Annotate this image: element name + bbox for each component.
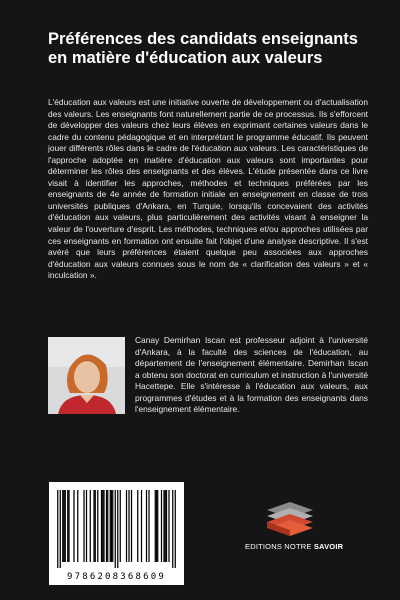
barcode-bar <box>163 490 164 562</box>
book-stack-logo-icon <box>263 500 317 538</box>
barcode-bar <box>166 490 167 562</box>
barcode-bar <box>137 490 138 562</box>
barcode-bar <box>126 490 127 562</box>
barcode-bar <box>65 490 66 562</box>
book-summary: L'éducation aux valeurs est une initiative ouverte de développement ou d'actualisation des valeurs. Les enseignants font naturellement partie de ce processus. Ils s'efforcent de développer des valeurs chez leurs élèves en exprimant certaines valeurs dans le cadre du contenu pédagogique et en interprétant le programme éducatif. Ils peuvent jouer différents rôles dans le cadre de l'éducation aux valeurs. Les caractéristiques de l'approche adoptée en matière d'éducation aux valeurs sont importantes pour déterminer les rôles des enseignants et des élèves. L'étude présentée dans ce livre visait à identifier les approches, méthodes et techniques préférées par les enseignants de 4e année de formation initiale en enseignement en classe de trois universités publiques d'Ankara, en Turquie, lorsqu'ils concevaient des activités d'éducation aux valeurs, plus particulièrement des activités visant à enseigner la valeur de l'ouverture d'esprit. Les méthodes, techniques et/ou approches utilisées par ces enseignants en formation ont ensuite fait l'objet d'une analyse descriptive. Il s'est avéré que leurs préférences étaient quelque peu associées aux approches d'éducation aux valeurs connues sous le nom de « clarification des valeurs » et « inculcation ». <box>48 97 368 281</box>
barcode-bar <box>117 490 118 568</box>
isbn-number: 9786208368609 <box>66 572 167 582</box>
barcode-bar <box>103 490 104 562</box>
barcode-bar <box>156 490 157 562</box>
barcode-bar <box>175 490 176 568</box>
barcode-bar <box>93 490 94 562</box>
barcode-bar <box>102 490 103 562</box>
barcode-bar <box>110 490 111 562</box>
author-biography: Canay Demirhan Iscan est professeur adjoint à l'université d'Ankara, à la faculté des sciences de l'éducation, au département de l'enseignement élémentaire. Demirhan Iscan a obtenu son doctorat en curriculum et instruction à l'université Hacettepe. Elle s'intéresse à l'éducation aux valeurs, aux programmes d'études et à la formation des enseignants dans l'enseignement élémentaire. <box>135 335 368 415</box>
barcode-bar <box>148 490 149 562</box>
barcode-bars <box>49 482 184 570</box>
author-portrait <box>48 337 125 414</box>
barcode-bar <box>106 490 107 562</box>
barcode-bar <box>107 490 108 562</box>
barcode-bar <box>161 490 162 562</box>
barcode-bar <box>172 490 173 568</box>
barcode-bar <box>67 490 68 562</box>
barcode-bar <box>95 490 96 562</box>
publisher-block <box>245 500 344 560</box>
barcode-bar <box>157 490 158 562</box>
barcode-bar <box>120 490 121 562</box>
barcode-bar <box>155 490 156 562</box>
publisher-name: EDITIONS NOTRE SAVOIR <box>245 542 344 551</box>
barcode-bar <box>60 490 61 568</box>
barcode-bar <box>112 490 113 562</box>
barcode-bar <box>63 490 64 562</box>
barcode-bar <box>97 490 98 562</box>
isbn-barcode <box>49 482 184 585</box>
barcode-bar <box>111 490 112 562</box>
barcode-bar <box>73 490 74 562</box>
barcode-bar <box>86 490 87 562</box>
barcode-bar <box>165 490 166 562</box>
barcode-bar <box>57 490 58 568</box>
barcode-bar <box>115 490 116 568</box>
barcode-bar <box>90 490 91 562</box>
book-title: Préférences des candidats enseignants en matière d'éducation aux valeurs <box>48 30 358 67</box>
barcode-bar <box>77 490 78 562</box>
barcode-bar <box>68 490 69 562</box>
barcode-bar <box>146 490 147 562</box>
barcode-bar <box>131 490 132 562</box>
barcode-bar <box>128 490 129 562</box>
barcode-bar <box>62 490 63 562</box>
barcode-bar <box>83 490 84 562</box>
barcode-bar <box>141 490 142 562</box>
barcode-bar <box>168 490 169 562</box>
barcode-bar <box>101 490 102 562</box>
